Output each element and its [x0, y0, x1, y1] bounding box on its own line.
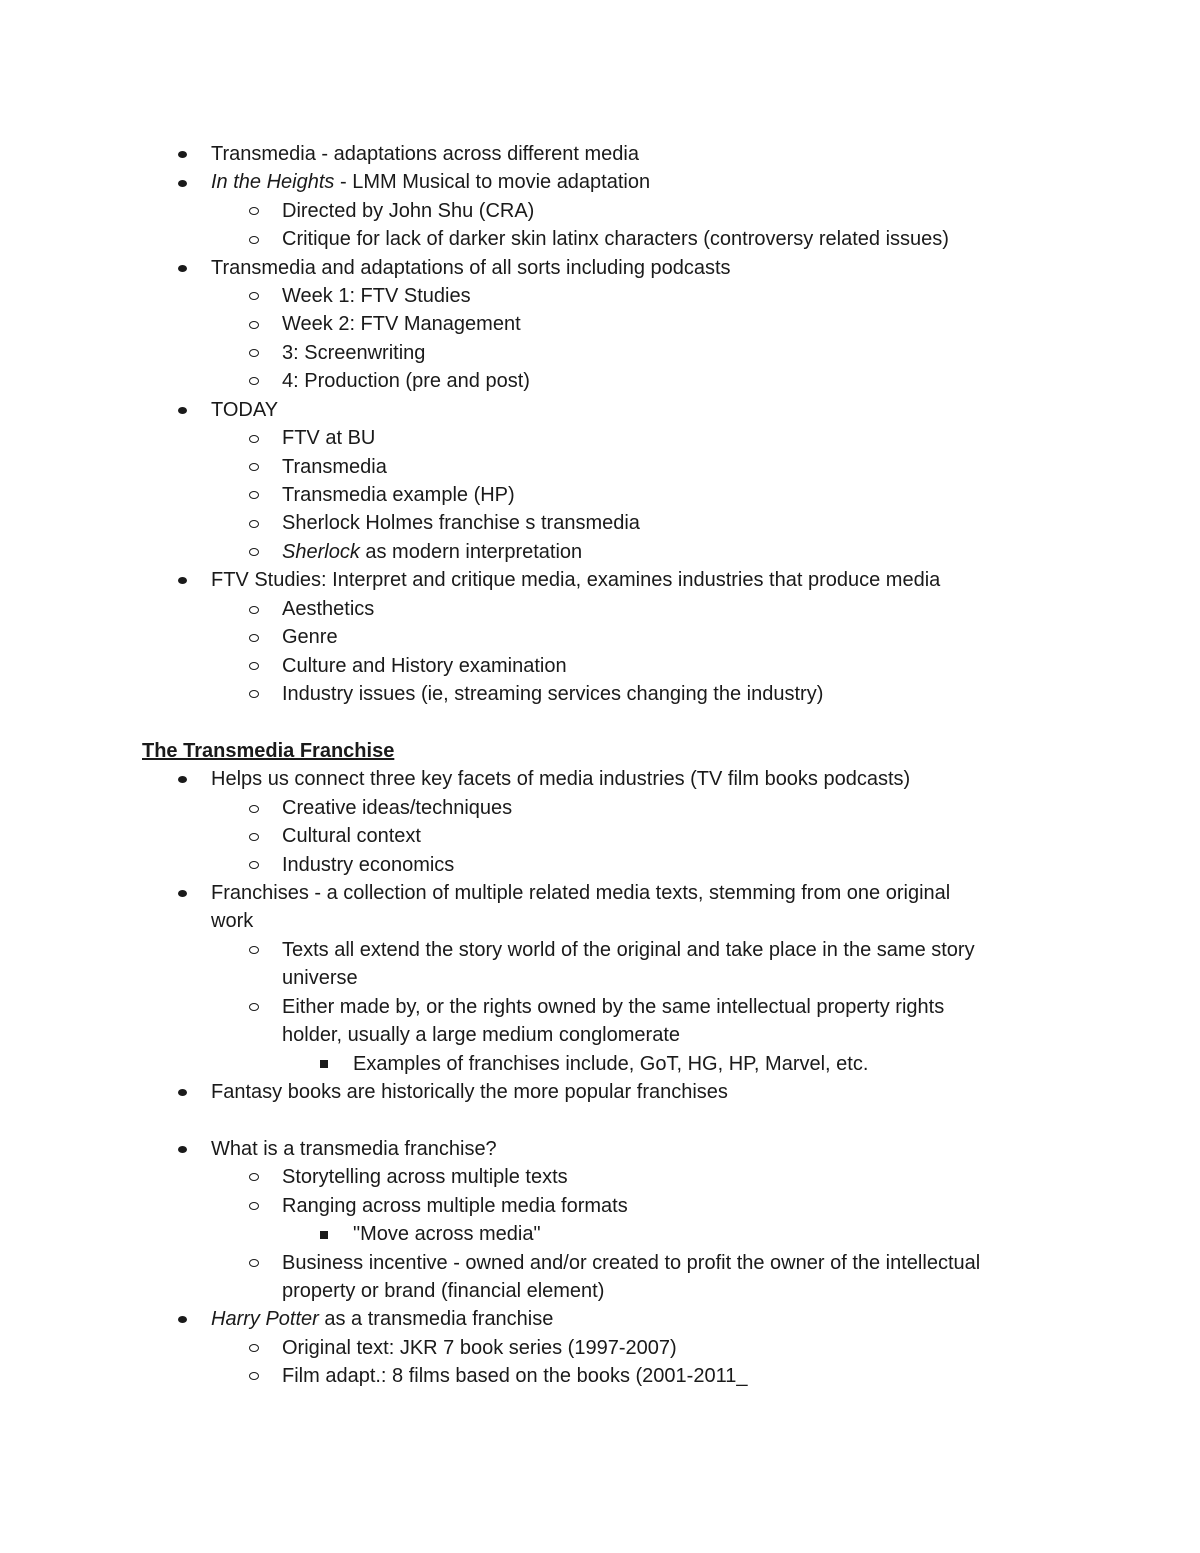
circle-bullet-icon [249, 1173, 259, 1181]
circle-bullet-icon [249, 435, 259, 443]
note-line: Critique for lack of darker skin latinx characters (controversy related issues) [282, 228, 949, 250]
title-italic: Harry Potter [211, 1308, 319, 1330]
bullet-icon [178, 577, 187, 584]
note-text: as a transmedia franchise [318, 1308, 554, 1330]
note-line-continued: property or brand (financial element) [282, 1280, 605, 1302]
note-line: Creative ideas/techniques [282, 797, 513, 819]
note-line: Aesthetics [282, 598, 375, 620]
note-line: FTV Studies: Interpret and critique media, examines industries that produce media [211, 569, 941, 591]
note-line: Transmedia example (HP) [282, 484, 515, 506]
note-line: Texts all extend the story world of the original and take place in the same story [282, 939, 975, 961]
circle-bullet-icon [249, 321, 259, 329]
circle-bullet-icon [249, 634, 259, 642]
section-heading: The Transmedia Franchise [142, 740, 395, 762]
square-bullet-icon [320, 1231, 328, 1239]
circle-bullet-icon [249, 1372, 259, 1380]
note-line: What is a transmedia franchise? [211, 1138, 497, 1160]
note-line: Genre [282, 626, 338, 648]
circle-bullet-icon [249, 662, 259, 670]
note-line: Culture and History examination [282, 655, 567, 677]
circle-bullet-icon [249, 833, 259, 841]
note-line: Original text: JKR 7 book series (1997-2007) [282, 1337, 677, 1359]
title-italic: Sherlock [282, 541, 360, 563]
note-line-continued: universe [282, 967, 358, 989]
circle-bullet-icon [249, 520, 259, 528]
circle-bullet-icon [249, 1202, 259, 1210]
note-line: "Move across media" [353, 1223, 541, 1245]
circle-bullet-icon [249, 1259, 259, 1267]
title-italic: In the Heights [211, 171, 335, 193]
note-line: Industry economics [282, 854, 455, 876]
note-line: Transmedia and adaptations of all sorts including podcasts [211, 257, 731, 279]
bullet-icon [178, 1316, 187, 1323]
circle-bullet-icon [249, 946, 259, 954]
note-line: Franchises - a collection of multiple related media texts, stemming from one original [211, 882, 951, 904]
note-line: Sherlock Holmes franchise s transmedia [282, 512, 640, 534]
circle-bullet-icon [249, 292, 259, 300]
circle-bullet-icon [249, 690, 259, 698]
circle-bullet-icon [249, 207, 259, 215]
bullet-icon [178, 1089, 187, 1096]
bullet-icon [178, 1146, 187, 1153]
note-line: Cultural context [282, 825, 421, 847]
bullet-icon [178, 151, 187, 158]
note-line: Helps us connect three key facets of media industries (TV film books podcasts) [211, 768, 911, 790]
note-line: Week 2: FTV Management [282, 313, 521, 335]
note-line: Business incentive - owned and/or created to profit the owner of the intellectual [282, 1252, 981, 1274]
bullet-icon [178, 265, 187, 272]
note-line: Examples of franchises include, GoT, HG, HP, Marvel, etc. [353, 1053, 869, 1075]
circle-bullet-icon [249, 1344, 259, 1352]
circle-bullet-icon [249, 1003, 259, 1011]
circle-bullet-icon [249, 606, 259, 614]
note-line-continued: work [211, 910, 254, 932]
note-line [282, 538, 582, 566]
note-line [211, 168, 650, 196]
note-line: Transmedia - adaptations across different media [211, 143, 639, 165]
circle-bullet-icon [249, 548, 259, 556]
note-line: 4: Production (pre and post) [282, 370, 530, 392]
note-line: FTV at BU [282, 427, 376, 449]
note-line: Week 1: FTV Studies [282, 285, 471, 307]
circle-bullet-icon [249, 236, 259, 244]
circle-bullet-icon [249, 805, 259, 813]
note-line: 3: Screenwriting [282, 342, 426, 364]
note-line: Ranging across multiple media formats [282, 1195, 628, 1217]
note-line: TODAY [211, 399, 279, 421]
square-bullet-icon [320, 1060, 328, 1068]
note-line: Fantasy books are historically the more popular franchises [211, 1081, 728, 1103]
bullet-icon [178, 180, 187, 187]
note-text: as modern interpretation [359, 541, 583, 563]
note-line: Storytelling across multiple texts [282, 1166, 568, 1188]
circle-bullet-icon [249, 491, 259, 499]
circle-bullet-icon [249, 349, 259, 357]
note-line: Film adapt.: 8 films based on the books (2001-2011_ [282, 1365, 748, 1387]
circle-bullet-icon [249, 377, 259, 385]
note-line: Industry issues (ie, streaming services changing the industry) [282, 683, 824, 705]
circle-bullet-icon [249, 861, 259, 869]
note-line [211, 1305, 553, 1333]
bullet-icon [178, 407, 187, 414]
note-line-continued: holder, usually a large medium conglomerate [282, 1024, 680, 1046]
bullet-icon [178, 776, 187, 783]
note-line: Transmedia [282, 456, 387, 478]
circle-bullet-icon [249, 463, 259, 471]
bullet-icon [178, 890, 187, 897]
note-line: Either made by, or the rights owned by the same intellectual property rights [282, 996, 945, 1018]
note-text: - LMM Musical to movie adaptation [334, 171, 651, 193]
note-line: Directed by John Shu (CRA) [282, 200, 535, 222]
